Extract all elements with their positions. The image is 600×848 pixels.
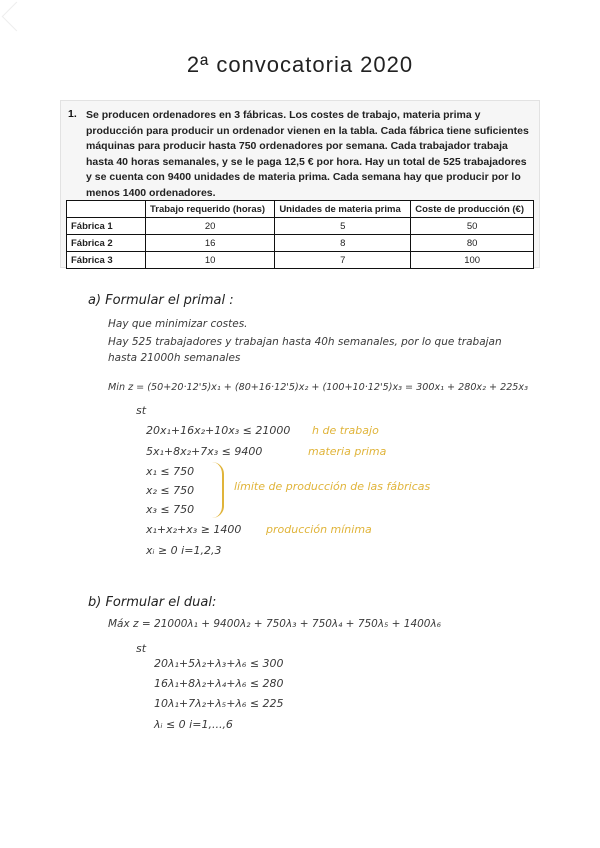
table-cell: 5 bbox=[275, 218, 411, 235]
part-b-heading: b) Formular el dual: bbox=[88, 595, 217, 610]
subject-to: st bbox=[136, 642, 147, 655]
table-cell: 10 bbox=[146, 252, 275, 269]
dual-constraint: 16λ₁+8λ₂+λ₄+λ₆ ≤ 280 bbox=[154, 677, 284, 690]
problem-statement: Se producen ordenadores en 3 fábricas. Los costes de trabajo, materia prima y producción para producir un ordenador vienen en la tabla. Cada fábrica tiene suficientes máquinas para producir hasta 750 ordenadores por semana. Cada trabajador trabaja hasta 40 horas semanales, y se le paga 12,5 € por hora. Hay un total de 525 trabajadores y se cuenta con 9400 unidades de materia prima. Cada semana hay que producir por lo menos 1400 ordenadores. bbox=[86, 109, 529, 199]
primal-constraint: x₁ ≤ 750 bbox=[146, 465, 195, 478]
dual-objective: Máx z = 21000λ₁ + 9400λ₂ + 750λ₃ + 750λ₄ + 750λ₅ + 1400λ₆ bbox=[108, 618, 441, 630]
primal-constraint: xᵢ ≥ 0 i=1,2,3 bbox=[146, 544, 222, 557]
table-header-row bbox=[67, 201, 534, 218]
dual-constraint: 20λ₁+5λ₂+λ₃+λ₆ ≤ 300 bbox=[154, 657, 284, 670]
constraint-note: materia prima bbox=[308, 445, 387, 458]
primal-constraint: x₃ ≤ 750 bbox=[146, 503, 195, 516]
part-a-line: hasta 21000h semanales bbox=[108, 352, 241, 364]
problem-number: 1. bbox=[68, 108, 77, 120]
subject-to: st bbox=[136, 404, 147, 417]
table-row bbox=[67, 218, 534, 235]
dual-constraint: λᵢ ≤ 0 i=1,...,6 bbox=[154, 718, 233, 731]
data-table bbox=[66, 200, 534, 269]
part-a-heading: a) Formular el primal : bbox=[88, 293, 234, 308]
table-cell: 100 bbox=[411, 252, 534, 269]
table-cell: 80 bbox=[411, 235, 534, 252]
part-a-line: Hay 525 trabajadores y trabajan hasta 40h semanales, por lo que trabajan bbox=[108, 336, 502, 348]
primal-constraint: x₁+x₂+x₃ ≥ 1400 bbox=[146, 523, 242, 536]
table-cell: 7 bbox=[275, 252, 411, 269]
part-a-line: Hay que minimizar costes. bbox=[108, 318, 248, 330]
constraint-note: h de trabajo bbox=[312, 424, 379, 437]
table-cell: 16 bbox=[146, 235, 275, 252]
table-header: Coste de producción (€) bbox=[411, 201, 534, 218]
primal-objective: Min z = (50+20·12'5)x₁ + (80+16·12'5)x₂ + (100+10·12'5)x₃ = 300x₁ + 280x₂ + 225x₃ bbox=[108, 382, 528, 393]
page-title: 2ª convocatoria 2020 bbox=[186, 52, 414, 77]
table-header bbox=[67, 201, 146, 218]
constraint-note: límite de producción de las fábricas bbox=[234, 480, 431, 493]
table-row bbox=[67, 252, 534, 269]
primal-constraint: 5x₁+8x₂+7x₃ ≤ 9400 bbox=[146, 445, 263, 458]
table-cell: Fábrica 2 bbox=[67, 235, 146, 252]
dual-constraint: 10λ₁+7λ₂+λ₅+λ₆ ≤ 225 bbox=[154, 697, 284, 710]
primal-constraint: 20x₁+16x₂+10x₃ ≤ 21000 bbox=[146, 424, 291, 437]
table-cell: 50 bbox=[411, 218, 534, 235]
primal-constraint: x₂ ≤ 750 bbox=[146, 484, 195, 497]
table-header: Trabajo requerido (horas) bbox=[146, 201, 275, 218]
table-header: Unidades de materia prima bbox=[275, 201, 411, 218]
table-cell: 8 bbox=[275, 235, 411, 252]
constraint-note: producción mínima bbox=[266, 523, 372, 536]
table-cell: 20 bbox=[146, 218, 275, 235]
table-cell: Fábrica 3 bbox=[67, 252, 146, 269]
brace-icon bbox=[212, 462, 224, 518]
table-cell: Fábrica 1 bbox=[67, 218, 146, 235]
table-row bbox=[67, 235, 534, 252]
corner-mark bbox=[2, 2, 32, 32]
